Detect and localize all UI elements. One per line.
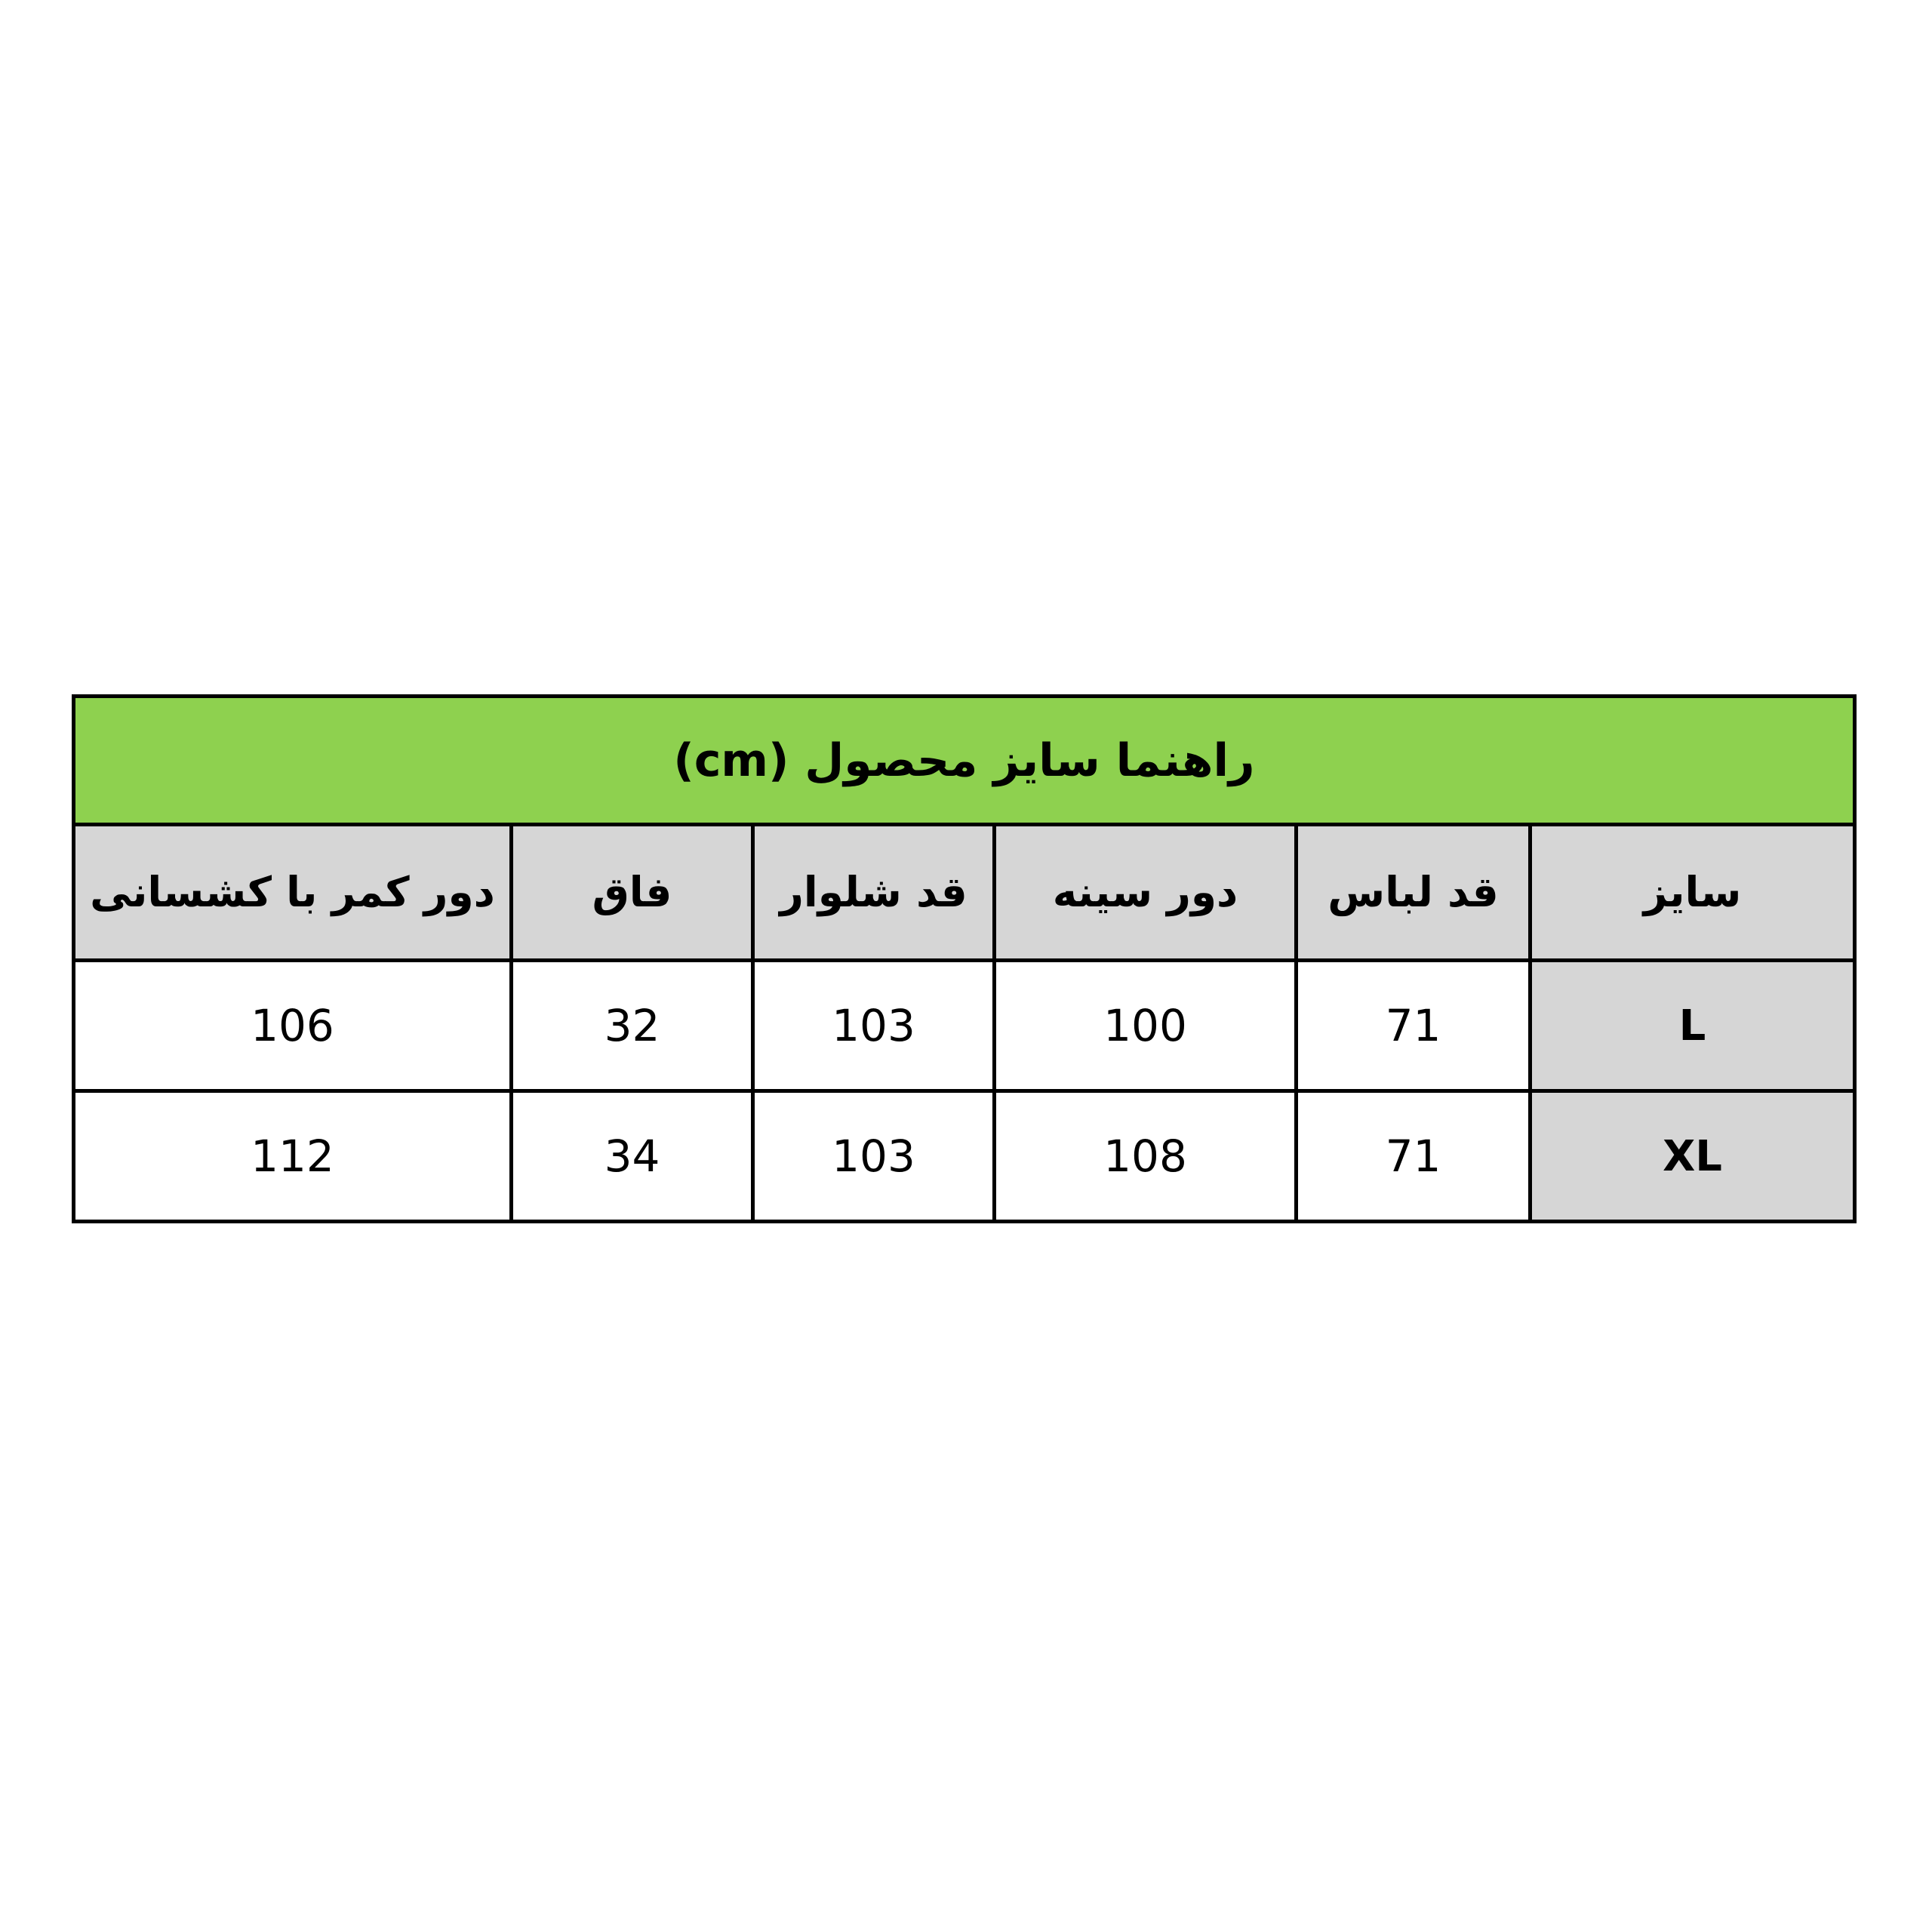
size-guide-table bbox=[72, 694, 1857, 1223]
cell-waist-elastic: 112 bbox=[73, 1091, 511, 1222]
cell-pant-length: 103 bbox=[753, 1091, 995, 1222]
table-title-row bbox=[73, 697, 1854, 825]
cell-rise: 32 bbox=[512, 961, 753, 1091]
cell-pant-length: 103 bbox=[753, 961, 995, 1091]
column-header-waist-elastic: دور کمر با کشسانی bbox=[73, 825, 511, 961]
cell-size: L bbox=[1531, 961, 1855, 1091]
column-header-rise: فاق bbox=[512, 825, 753, 961]
cell-waist-elastic: 106 bbox=[73, 961, 511, 1091]
column-header-garment-length: قد لباس bbox=[1297, 825, 1531, 961]
table-row bbox=[73, 1091, 1854, 1222]
column-header-pant-length: قد شلوار bbox=[753, 825, 995, 961]
column-header-size: سایز bbox=[1531, 825, 1855, 961]
table-header-row bbox=[73, 825, 1854, 961]
table-title: راهنما سایز محصول (cm) bbox=[73, 697, 1854, 825]
cell-rise: 34 bbox=[512, 1091, 753, 1222]
cell-chest: 100 bbox=[995, 961, 1297, 1091]
cell-size: XL bbox=[1531, 1091, 1855, 1222]
cell-chest: 108 bbox=[995, 1091, 1297, 1222]
cell-garment-length: 71 bbox=[1297, 961, 1531, 1091]
cell-garment-length: 71 bbox=[1297, 1091, 1531, 1222]
column-header-chest: دور سینه bbox=[995, 825, 1297, 961]
size-guide-table-wrapper bbox=[75, 694, 1857, 1223]
table-row bbox=[73, 961, 1854, 1091]
